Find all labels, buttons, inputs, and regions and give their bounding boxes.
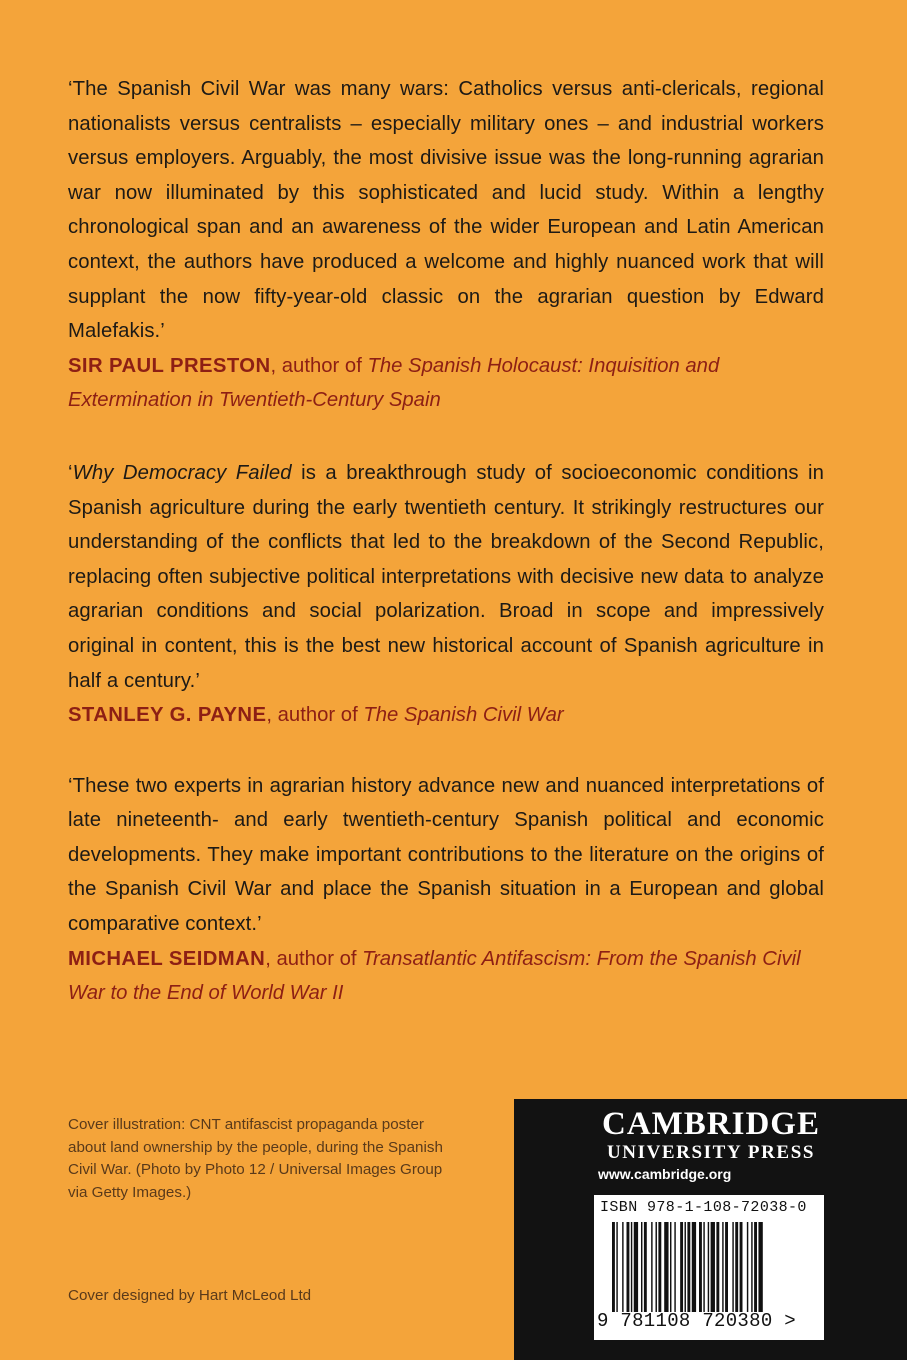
quote-open-mark: ‘ — [68, 461, 73, 484]
reviewer-work-title: The Spanish Civil War — [363, 704, 564, 727]
barcode-bar — [751, 1222, 752, 1312]
author-of-text: , author of — [270, 354, 368, 377]
reviewer-name: STANLEY G. PAYNE — [68, 704, 267, 727]
barcode-bar — [674, 1222, 675, 1312]
barcode-bar — [708, 1222, 709, 1312]
barcode-bar — [641, 1222, 642, 1312]
barcode-bar — [680, 1222, 683, 1312]
author-of-text: , author of — [265, 947, 363, 970]
barcode-bar — [687, 1222, 690, 1312]
review-blurbs — [68, 72, 824, 1011]
barcode-bar — [758, 1222, 762, 1312]
publisher-panel — [514, 1099, 907, 1360]
barcode-bar — [722, 1222, 723, 1312]
review-attribution — [68, 942, 824, 1011]
barcode-bar — [735, 1222, 738, 1312]
review-preston — [68, 72, 824, 418]
review-seidman — [68, 769, 824, 1011]
barcode-bar — [656, 1222, 657, 1312]
reviewer-name: SIR PAUL PRESTON — [68, 354, 271, 377]
isbn-digits: 9 781108 720380 > — [597, 1310, 796, 1332]
barcode-bar — [692, 1222, 696, 1312]
isbn-label: ISBN 978-1-108-72038-0 — [600, 1199, 807, 1216]
barcode-bars-icon — [612, 1222, 812, 1312]
cover-illustration-credit — [68, 1114, 448, 1204]
barcode-bar — [685, 1222, 686, 1312]
review-quote: ‘These two experts in agrarian history advance new and nuanced interpretations of late nineteenth- and early twentieth-century Spanish political and economic developments. They make important contributions to the literature on the origins of the Spanish Civil War and place the Spanish situation in a European and global comparative context.’ — [68, 774, 824, 936]
barcode-bar — [754, 1222, 757, 1312]
quote-body: is a breakthrough study of socioeconomic conditions in Spanish agriculture during the early twentieth century. It strikingly restructures our understanding of the conflicts that led to the breakdown of the Second Republic, replacing often subjective political interpretations with decisive new data to analyze agrarian conditions and social polarization. Broad in scope and impressively original in content, this is the best new historical account of Spanish agriculture in half a century.’ — [68, 461, 824, 692]
cover-designer-credit: Cover designed by Hart McLeod Ltd — [68, 1287, 312, 1304]
cover-credit-text: Cover illustration: CNT antifascist propaganda poster about land ownership by the people, during the Spanish Civil War. (Photo by Photo 12 / Universal Images Group via Getty Images.) — [68, 1116, 443, 1201]
barcode-bar — [644, 1222, 647, 1312]
barcode-bar — [616, 1222, 617, 1312]
isbn-barcode — [594, 1195, 824, 1340]
publisher-press: UNIVERSITY PRESS — [606, 1142, 816, 1163]
review-attribution — [68, 698, 824, 733]
barcode-bar — [711, 1222, 715, 1312]
barcode-bar — [631, 1222, 632, 1312]
author-of-text: , author of — [266, 704, 364, 727]
barcode-bar — [670, 1222, 671, 1312]
review-attribution — [68, 349, 824, 418]
barcode-bar — [699, 1222, 702, 1312]
barcode-bar — [716, 1222, 719, 1312]
reviewer-name: MICHAEL SEIDMAN — [68, 947, 266, 970]
review-quote: ‘The Spanish Civil War was many wars: Catholics versus anti-clericals, regional nationalists versus centralists – especially military ones – and industrial workers versus employers. Arguably, the most divisive issue was the long-running agrarian war now illuminated by this sophisticated and lucid study. Within a lengthy chronological span and an awareness of the wider European and Latin American context, the authors have produced a welcome and highly nuanced work that will supplant the now fifty-year-old classic on the agrarian question by Edward Malefakis.’ — [68, 78, 824, 343]
barcode-bar — [664, 1222, 668, 1312]
barcode-bar — [627, 1222, 630, 1312]
barcode-bar — [651, 1222, 652, 1312]
review-payne — [68, 456, 824, 733]
barcode-bar — [612, 1222, 615, 1312]
publisher-name: CAMBRIDGE — [601, 1106, 820, 1142]
review-quote — [68, 456, 824, 698]
publisher-url: www.cambridge.org — [598, 1166, 732, 1182]
reviewer-work-title: Transatlantic Antifascism: From the Spanish Civil War to the End of World War II — [68, 947, 801, 1005]
barcode-bar — [622, 1222, 623, 1312]
barcode-bar — [725, 1222, 728, 1312]
barcode-bar — [658, 1222, 661, 1312]
barcode-bar — [732, 1222, 733, 1312]
barcode-bar — [634, 1222, 638, 1312]
barcode-bar — [747, 1222, 748, 1312]
quote-book-title: Why Democracy Failed — [72, 461, 292, 484]
barcode-bar — [703, 1222, 704, 1312]
barcode-bar — [740, 1222, 743, 1312]
reviewer-work-title: The Spanish Holocaust: Inquisition and Extermination in Twentieth-Century Spain — [68, 354, 720, 412]
cambridge-logo — [598, 1105, 824, 1163]
